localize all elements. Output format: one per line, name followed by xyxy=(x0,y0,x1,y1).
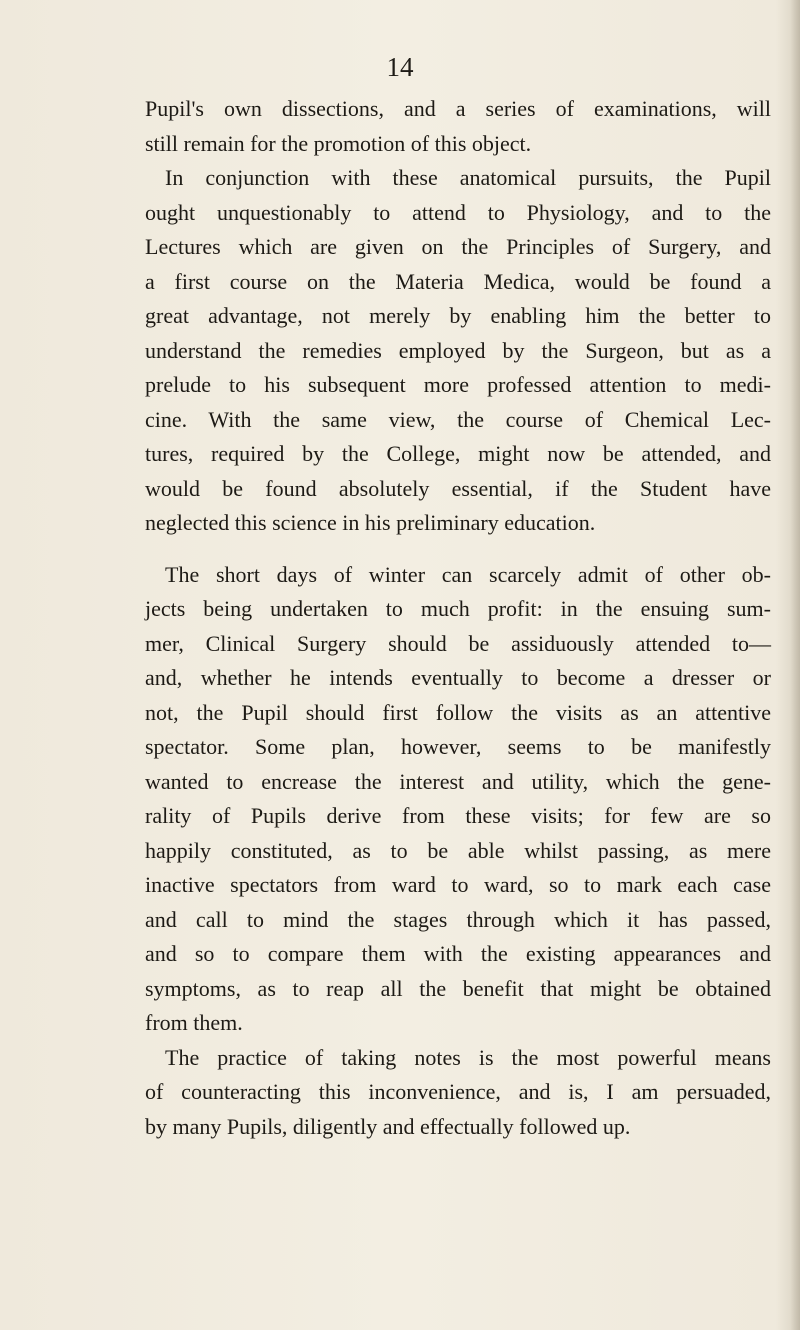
text-line: understand the remedies employed by the Surgeon, but as a xyxy=(145,337,771,363)
text-line: and, whether he intends eventually to become a dresser or xyxy=(145,665,771,690)
text-line: and call to mind the stages through which it has passed, xyxy=(145,906,771,932)
text-line: inactive spectators from ward to ward, so to mark each case xyxy=(145,872,771,897)
text-line: symptoms, as to reap all the benefit that might be obtained xyxy=(145,975,771,1001)
page-number: 14 xyxy=(386,52,414,82)
text-line: ought unquestionably to attend to Physiology, and to the xyxy=(145,199,771,225)
text-line: The practice of taking notes is the most powerful means xyxy=(165,1044,771,1070)
text-line: jects being undertaken to much profit: in the ensuing sum- xyxy=(145,596,771,621)
body-text xyxy=(145,92,771,1144)
text-line: and so to compare them with the existing appearances and xyxy=(145,941,771,966)
text-line: Lectures which are given on the Principles of Surgery, and xyxy=(145,234,771,259)
text-line: a first course on the Materia Medica, would be found a xyxy=(145,268,771,294)
text-line: Pupil's own dissections, and a series of examinations, will xyxy=(145,96,771,121)
text-line: neglected this science in his preliminary education. xyxy=(145,510,596,535)
text-line: prelude to his subsequent more professed attention to medi- xyxy=(145,372,771,397)
text-line: not, the Pupil should first follow the visits as an attentive xyxy=(145,699,771,725)
text-line: from them. xyxy=(145,1010,243,1035)
text-line: wanted to encrease the interest and utility, which the gene- xyxy=(145,768,771,794)
text-line: spectator. Some plan, however, seems to be manifestly xyxy=(145,734,771,759)
text-line: tures, required by the College, might now be attended, and xyxy=(145,441,771,466)
text-line: by many Pupils, diligently and effectually followed up. xyxy=(145,1113,631,1139)
text-line: great advantage, not merely by enabling him the better to xyxy=(145,303,771,328)
text-line: would be found absolutely essential, if the Student have xyxy=(145,475,771,501)
text-line: cine. With the same view, the course of Chemical Lec- xyxy=(145,406,771,432)
text-line: happily constituted, as to be able whilst passing, as mere xyxy=(145,837,771,863)
text-line: still remain for the promotion of this object. xyxy=(145,130,532,156)
page-edge-shadow xyxy=(790,0,800,1330)
text-line: mer, Clinical Surgery should be assiduously attended to— xyxy=(145,630,771,656)
text-line: rality of Pupils derive from these visits; for few are so xyxy=(145,803,771,828)
text-line: The short days of winter can scarcely admit of other ob- xyxy=(165,561,771,587)
text-line: In conjunction with these anatomical pursuits, the Pupil xyxy=(165,165,771,190)
text-line: of counteracting this inconvenience, and is, I am persuaded, xyxy=(145,1079,771,1104)
